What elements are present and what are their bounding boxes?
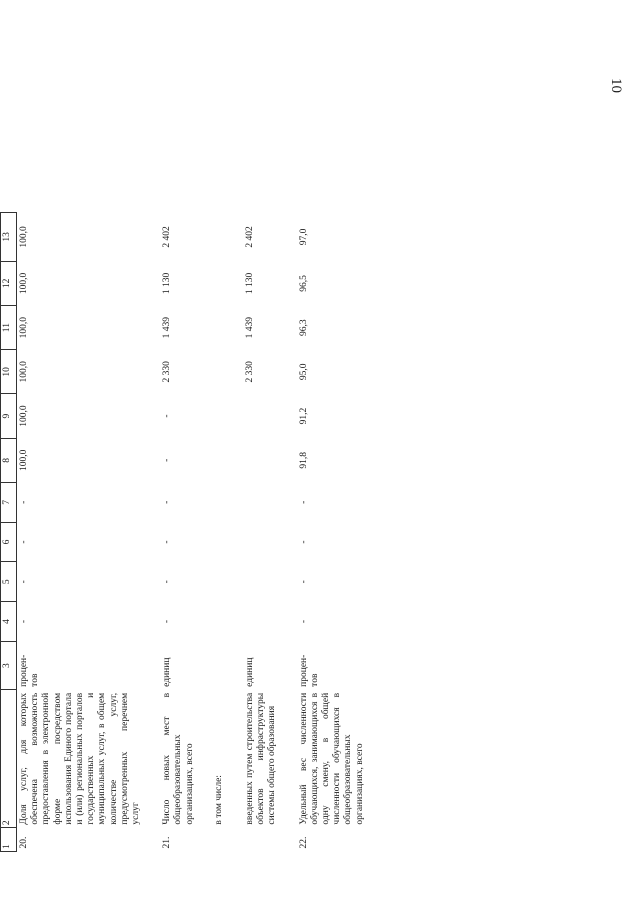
value-col-13: 2 402: [162, 226, 173, 248]
value-col-9: 100,0: [19, 405, 29, 427]
value-col-11: [214, 306, 227, 350]
page-number: 10: [608, 78, 624, 93]
value-col-6: [214, 522, 227, 562]
value-col-12: 100,0: [19, 272, 29, 295]
value-col-5: -: [162, 580, 173, 584]
value-col-4: -: [162, 619, 173, 624]
indicator-name: в том числе:: [213, 775, 224, 825]
value-col-13: 100,0: [19, 226, 29, 248]
value-col-6: -: [19, 540, 29, 544]
unit: процен-тов: [19, 654, 41, 687]
value-col-11: 1 439: [162, 316, 173, 339]
indicator-name: Число новых мест в общеобразовательных организациях, всего: [162, 692, 195, 825]
value-col-6: -: [298, 540, 309, 544]
value-col-5: -: [298, 580, 309, 584]
value-col-10: [214, 350, 227, 394]
value-col-7: -: [162, 500, 173, 504]
row-spacer: [198, 213, 214, 852]
value-col-5: [243, 562, 281, 602]
unit: единиц: [245, 657, 256, 687]
value-col-8: [214, 438, 227, 482]
header-col-9: 9: [1, 394, 17, 438]
value-col-12: 96,5: [298, 275, 309, 292]
value-col-9: -: [162, 414, 173, 418]
header-col-6: 6: [1, 522, 17, 562]
table-row: [160, 213, 198, 852]
value-col-8: 100,0: [19, 449, 29, 472]
value-col-7: -: [298, 500, 309, 504]
header-col-4: 4: [1, 602, 17, 642]
header-col-12: 12: [1, 261, 17, 305]
value-col-11: 96,3: [298, 319, 309, 336]
row-number: [214, 828, 227, 852]
table-row: [243, 213, 281, 852]
unit: процен-тов: [298, 654, 320, 687]
row-number: [243, 828, 281, 852]
row-number: 22.: [298, 836, 309, 849]
value-col-8: -: [162, 458, 173, 462]
value-col-13: [214, 213, 227, 262]
value-col-9: 91,2: [298, 407, 309, 425]
value-col-4: [243, 602, 281, 642]
table-row: [214, 213, 227, 852]
value-col-7: [243, 482, 281, 522]
value-col-8: 91,8: [298, 452, 309, 469]
value-col-7: [214, 482, 227, 522]
value-col-5: -: [19, 580, 29, 584]
table-header-row: [1, 213, 17, 852]
value-col-12: 1 130: [162, 272, 173, 295]
rotated-table-container: [0, 212, 368, 852]
value-col-8: [243, 438, 281, 482]
value-col-5: [214, 562, 227, 602]
header-col-3: 3: [1, 641, 17, 689]
table-row: [297, 213, 368, 852]
indicator-name: Доля услуг, для которых обеспечена возможность предоставления в электронной форме посредством использования Единого портала и (или) региональных порталов государственных и муниципальных услуг, в общем количестве услуг, предусмотренных перечнем услуг: [19, 692, 142, 825]
header-col-10: 10: [1, 350, 17, 394]
value-col-10: 100,0: [19, 361, 29, 383]
header-col-2: 2: [1, 690, 17, 828]
value-col-12: [214, 261, 227, 305]
value-col-10: 95,0: [298, 363, 309, 381]
unit: [214, 641, 227, 689]
table-row: [17, 213, 145, 852]
header-col-5: 5: [1, 562, 17, 602]
value-col-13: 2 402: [245, 226, 256, 248]
value-col-10: 2 330: [245, 361, 256, 383]
value-col-13: 97,0: [298, 228, 309, 246]
value-col-4: [214, 602, 227, 642]
row-spacer: [227, 213, 243, 852]
value-col-11: 1 439: [245, 316, 256, 339]
value-col-9: [243, 394, 281, 438]
indicator-name: введенных путем строительства объектов инфраструктуры системы общего образования: [245, 692, 278, 825]
row-spacer: [281, 213, 297, 852]
value-col-7: -: [19, 500, 29, 504]
value-col-6: [243, 522, 281, 562]
header-col-13: 13: [1, 213, 17, 262]
value-col-4: -: [298, 619, 309, 624]
value-col-10: 2 330: [162, 361, 173, 383]
value-col-6: -: [162, 540, 173, 544]
indicator-name: Удельный вес численности обучающихся, занимающихся в одну смену, в общей численности обучающихся в общеобразовательных организациях, всего: [298, 692, 365, 825]
row-spacer: [144, 213, 160, 852]
header-col-1: 1: [1, 828, 17, 852]
row-number: 20.: [19, 836, 29, 849]
value-col-4: -: [19, 619, 29, 624]
header-col-7: 7: [1, 482, 17, 522]
header-col-8: 8: [1, 438, 17, 482]
value-col-9: [214, 394, 227, 438]
indicators-table: [0, 212, 368, 852]
row-number: 21.: [162, 836, 173, 849]
header-col-11: 11: [1, 306, 17, 350]
value-col-11: 100,0: [19, 316, 29, 339]
value-col-12: 1 130: [245, 272, 256, 295]
unit: единиц: [162, 657, 173, 687]
